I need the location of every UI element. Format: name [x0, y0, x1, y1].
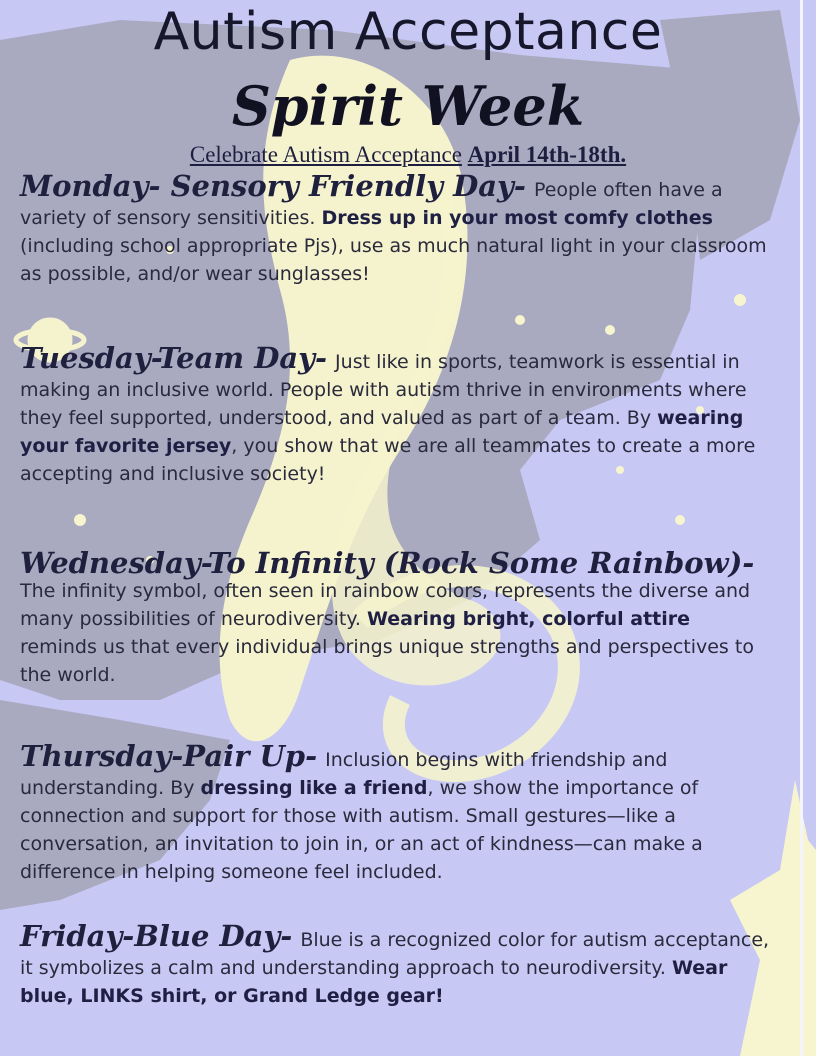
- day-wednesday: [20, 543, 772, 689]
- title-line-1: Autism Acceptance: [153, 2, 663, 62]
- day-emphasis: Wearing bright, colorful attire: [366, 608, 691, 630]
- day-text: The infinity symbol, often seen in rainbow colors, represents the diverse and many possibilities of neurodiversity.: [20, 580, 751, 630]
- day-heading: Wednesday-To Infinity (Rock Some Rainbow)-: [20, 546, 755, 580]
- subtitle-dates: April 14th-18th.: [467, 142, 627, 167]
- day-emphasis: Wear blue, LINKS shirt, or Grand Ledge gear!: [20, 957, 728, 1007]
- day-heading: Monday- Sensory Friendly Day-: [20, 169, 526, 203]
- day-thursday: [20, 739, 772, 886]
- day-heading: Thursday-Pair Up-: [20, 739, 318, 773]
- day-text: Inclusion begins with friendship and understanding. By: [20, 749, 668, 799]
- day-text-after: (including school appropriate Pjs), use as much natural light in your classroom as possible, and/or wear sunglasses!: [20, 235, 767, 285]
- subtitle: [0, 142, 816, 168]
- day-emphasis: dressing like a friend: [200, 777, 428, 799]
- day-emphasis: Dress up in your most comfy clothes: [321, 207, 713, 229]
- day-text-after: , we show the importance of connection and support for those with autism. Small gestures—like a conversation, an invitation to join in, or an act of kindness—can make a difference in helping someone feel included.: [20, 777, 703, 883]
- day-tuesday: [20, 341, 772, 488]
- page-edge-line: [800, 0, 803, 1056]
- day-text: Just like in sports, teamwork is essential in making an inclusive world. People with autism thrive in environments where they feel supported, understood, and valued as part of a team. By: [20, 351, 747, 429]
- day-text-after: , you show that we are all teammates to create a more accepting and inclusive society!: [20, 435, 756, 485]
- title-line-2: Spirit Week: [231, 74, 585, 138]
- day-monday: [20, 169, 772, 288]
- day-text-after: reminds us that every individual brings unique strengths and perspectives to the world.: [20, 636, 754, 686]
- day-heading: Friday-Blue Day-: [20, 919, 293, 953]
- day-emphasis: wearing your favorite jersey: [20, 407, 744, 457]
- day-friday: [20, 919, 772, 1010]
- subtitle-text: Celebrate Autism Acceptance: [189, 142, 462, 167]
- day-text: People often have a variety of sensory sensitivities.: [20, 179, 723, 229]
- day-heading: Tuesday-Team Day-: [20, 341, 328, 375]
- day-text: Blue is a recognized color for autism acceptance, it symbolizes a calm and understanding approach to neurodiversity.: [20, 929, 770, 979]
